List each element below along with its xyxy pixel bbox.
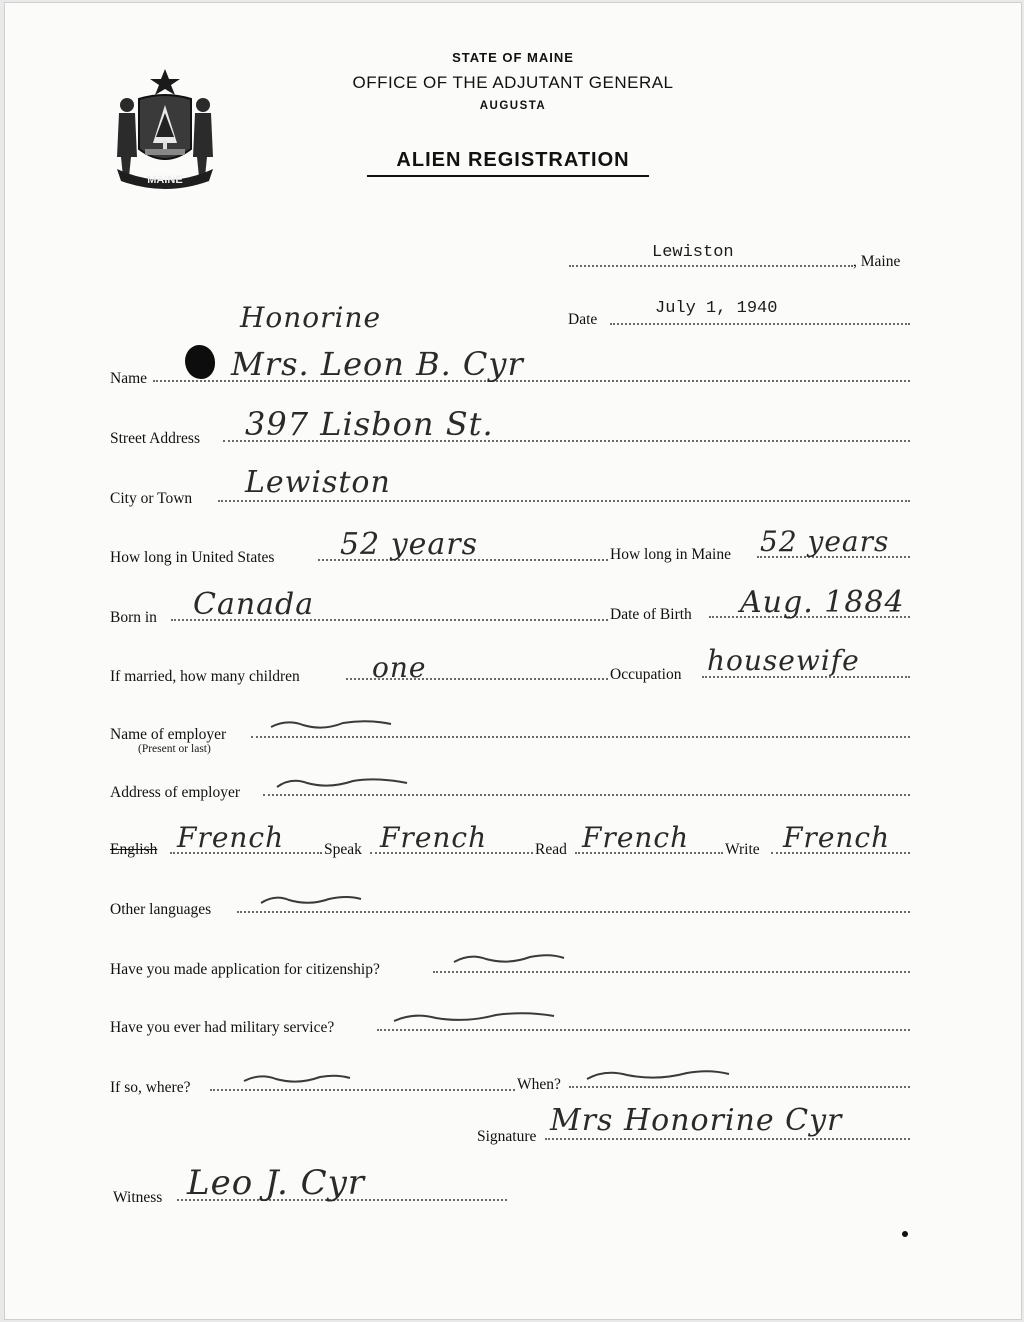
ink-dot [902, 1231, 908, 1237]
read-value: French [582, 821, 690, 854]
english-label: English [110, 841, 158, 858]
citizenship-line [433, 971, 910, 973]
city-heading: AUGUSTA [479, 100, 547, 112]
dash-mark-icon [273, 773, 413, 793]
military-line [377, 1029, 910, 1031]
citizenship-label: Have you made application for citizenship? [110, 961, 380, 978]
children-value: one [372, 651, 427, 684]
maine-years-value: 52 years [760, 525, 890, 558]
street-value: 397 Lisbon St. [245, 405, 494, 443]
maine-years-label: How long in Maine [610, 546, 731, 563]
other-languages-line [237, 911, 910, 913]
date-label: Date [568, 311, 598, 328]
dash-mark-icon [267, 715, 397, 735]
witness-value: Leo J. Cyr [187, 1163, 366, 1203]
date-value: July 1, 1940 [655, 299, 778, 318]
city-line [218, 500, 910, 502]
date-line [610, 323, 910, 325]
us-years-value: 52 years [340, 527, 479, 562]
state-heading: STATE OF MAINE [452, 50, 574, 65]
street-label: Street Address [110, 430, 200, 447]
read-label: Read [535, 841, 567, 858]
form-title: ALIEN REGISTRATION [396, 149, 630, 171]
military-label: Have you ever had military service? [110, 1019, 335, 1036]
signature-value: Mrs Honorine Cyr [550, 1103, 843, 1138]
signature-label: Signature [477, 1128, 537, 1145]
dash-mark-icon [240, 1069, 355, 1089]
name-value: Mrs. Leon B. Cyr [231, 345, 524, 383]
employer-address-label: Address of employer [110, 784, 240, 801]
dash-mark-icon [257, 891, 367, 911]
when-line [569, 1086, 910, 1088]
where-line [210, 1089, 515, 1091]
dob-label: Date of Birth [610, 606, 692, 623]
dob-value: Aug. 1884 [740, 585, 905, 620]
employer-sublabel: (Present or last) [138, 743, 211, 755]
born-value: Canada [193, 587, 315, 622]
city-label: City or Town [110, 490, 193, 507]
dash-mark-icon [583, 1065, 733, 1085]
location-value: Lewiston [652, 243, 734, 262]
witness-label: Witness [113, 1189, 163, 1206]
born-label: Born in [110, 609, 157, 626]
write-value: French [783, 821, 891, 854]
dash-mark-icon [450, 949, 570, 969]
english-value: French [177, 821, 285, 854]
location-line [569, 265, 853, 267]
employer-label: Name of employer [110, 726, 227, 743]
title-underline [367, 175, 649, 177]
office-heading: OFFICE OF THE ADJUTANT GENERAL [352, 73, 674, 92]
location-suffix: , Maine [853, 253, 901, 270]
city-value: Lewiston [245, 465, 391, 500]
seal-motto: MAINE [147, 174, 183, 186]
other-languages-label: Other languages [110, 901, 212, 918]
registration-form [4, 2, 1022, 1320]
us-years-label: How long in United States [110, 549, 275, 566]
given-name-value: Honorine [240, 301, 382, 334]
when-label: When? [517, 1076, 561, 1093]
dash-mark-icon [390, 1007, 560, 1027]
employer-line [251, 736, 910, 738]
employer-address-line [263, 794, 910, 796]
ink-blot [185, 345, 215, 379]
write-label: Write [725, 841, 760, 858]
speak-value: French [380, 821, 488, 854]
where-label: If so, where? [110, 1079, 191, 1096]
name-label: Name [110, 370, 148, 387]
speak-label: Speak [324, 841, 362, 858]
children-label: If married, how many children [110, 668, 300, 685]
signature-line [545, 1138, 910, 1140]
occupation-label: Occupation [610, 666, 682, 683]
occupation-value: housewife [707, 644, 860, 677]
